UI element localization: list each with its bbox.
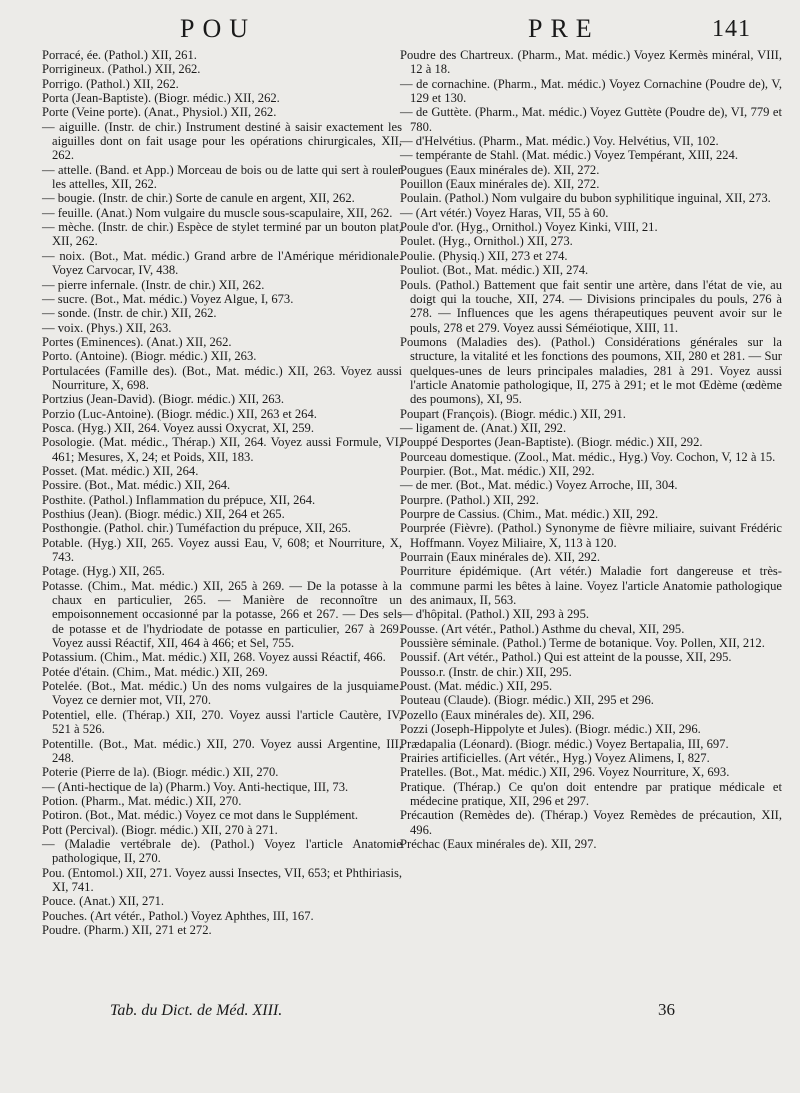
index-entry: Pouls. (Pathol.) Battement que fait sentir une artère, dans l'état de vie, au doigt qui la touche, XII, 274. — Divisions principales du pouls, 276 à 278. — Influences que les agens thérapeutiques peuvent avoir sur le pouls, 278 et 279. Voyez aussi Séméiotique, XIII, 11. [400,277,782,335]
index-entry: Poulie. (Physiq.) XII, 273 et 274. [400,248,568,263]
index-entry: — sonde. (Instr. de chir.) XII, 262. [42,306,217,321]
index-entry: — tempérante de Stahl. (Mat. médic.) Voyez Tempérant, XIII, 224. [400,148,739,163]
index-entry: — de Guttète. (Pharm., Mat. médic.) Voyez Guttète (Poudre de), VI, 779 et 780. [400,105,782,134]
index-entry: Poussière séminale. (Pathol.) Terme de botanique. Voy. Pollen, XII, 212. [400,636,765,651]
index-entry: Pouliot. (Bot., Mat. médic.) XII, 274. [400,263,589,278]
index-entry: Porto. (Antoine). (Biogr. médic.) XII, 263. [42,349,257,364]
index-entry: Pousso.r. (Instr. de chir.) XII, 295. [400,664,572,679]
index-entry: Posca. (Hyg.) XII, 264. Voyez aussi Oxycrat, XI, 259. [42,420,315,435]
index-entry: Porte (Veine porte). (Anat., Physiol.) XII, 262. [42,105,277,120]
index-entry: Pourrain (Eaux minérales de). XII, 292. [400,550,601,565]
index-entry: Porrigineux. (Pathol.) XII, 262. [42,62,201,77]
index-entry: Porta (Jean-Baptiste). (Biogr. médic.) XII, 262. [42,91,280,106]
index-entry: Pouppé Desportes (Jean-Baptiste). (Biogr. médic.) XII, 292. [400,435,703,450]
index-entry: Posthite. (Pathol.) Inflammation du prépuce, XII, 264. [42,492,316,507]
index-entry: Pourceau domestique. (Zool., Mat. médic., Hyg.) Voy. Cochon, V, 12 à 15. [400,449,776,464]
index-entry: Potée d'étain. (Chim., Mat. médic.) XII, 269. [42,664,268,679]
index-entry: Pouteau (Claude). (Biogr. médic.) XII, 295 et 296. [400,693,654,708]
index-entry: Poule d'or. (Hyg., Ornithol.) Voyez Kinki, VIII, 21. [400,220,658,235]
index-entry: Pou. (Entomol.) XII, 271. Voyez aussi Insectes, VII, 653; et Phthiriasis, XI, 741. [42,865,402,894]
index-entry: Poudre. (Pharm.) XII, 271 et 272. [42,922,212,937]
index-entry: Pourpre. (Pathol.) XII, 292. [400,492,539,507]
index-entry: — (Anti-hectique de la) (Pharm.) Voy. Anti-hectique, III, 73. [42,779,349,794]
index-entry: Potelée. (Bot., Mat. médic.) Un des noms vulgaires de la jusquiame. Voyez ce dernier mot, VII, 270. [42,679,402,708]
index-entry: Pouce. (Anat.) XII, 271. [42,894,165,909]
index-entry: Porzio (Luc-Antoine). (Biogr. médic.) XII, 263 et 264. [42,406,317,421]
index-entry: Potasse. (Chim., Mat. médic.) XII, 265 à 269. — De la potasse à la chaux en particulier, 265. — Manière de reconnoître un empoisonnement occasionné par la potasse, 266 et 267. — Des sels de potasse et de l'hydriodate de potasse en particulier, 267 à 269. Voyez aussi Réactif, XII, 464 à 466; et Sel, 755. [42,578,402,651]
index-entry: Précaution (Remèdes de). (Thérap.) Voyez Remèdes de précaution, XII, 496. [400,808,782,837]
index-entry: Pozzi (Joseph-Hippolyte et Jules). (Biogr. médic.) XII, 296. [400,722,701,737]
index-entry: Pratique. (Thérap.) Ce qu'on doit entendre par pratique médicale et médecine pratique, XII, 296 et 297. [400,779,782,808]
index-entry: — d'Helvétius. (Pharm., Mat. médic.) Voy. Helvétius, VII, 102. [400,134,719,149]
running-head-right: PRE [528,14,600,43]
index-entry: Pourriture épidémique. (Art vétér.) Maladie fort dangereuse et très-commune parmi les bêtes à laine. Voyez l'article Anatomie pathologique des animaux, II, 563. [400,564,782,608]
index-entry: Pourprée (Fièvre). (Pathol.) Synonyme de fièvre miliaire, suivant Frédéric Hoffmann. Voyez Miliaire, X, 113 à 120. [400,521,782,550]
index-entry: — ligament de. (Anat.) XII, 292. [400,420,567,435]
index-entry: Posologie. (Mat. médic., Thérap.) XII, 264. Voyez aussi Formule, VI, 461; Mesures, X, 24; et Poids, XII, 183. [42,435,402,464]
index-entry: Pougues (Eaux minérales de). XII, 272. [400,162,600,177]
index-entry: Pourpier. (Bot., Mat. médic.) XII, 292. [400,463,595,478]
index-entry: Pourpre de Cassius. (Chim., Mat. médic.) XII, 292. [400,507,659,521]
index-entry: Prædapalia (Léonard). (Biogr. médic.) Voyez Bertapalia, III, 697. [400,736,729,751]
index-entry: — aiguille. (Instr. de chir.) Instrument destiné à saisir exactement les aiguilles dont on fait usage pour les opérations chirurgicales, XII, 262. [42,119,402,163]
index-entry: Posset. (Mat. médic.) XII, 264. [42,463,199,478]
index-entry: Pozello (Eaux minérales de). XII, 296. [400,707,595,722]
index-entry: Pouches. (Art vétér., Pathol.) Voyez Aphthes, III, 167. [42,908,314,923]
index-entry: Posthongie. (Pathol. chir.) Tuméfaction du prépuce, XII, 265. [42,521,351,536]
index-entry: — attelle. (Band. et App.) Morceau de bois ou de latte qui sert à rouler les attelles, XII, 262. [42,162,402,192]
index-entry: Possire. (Bot., Mat. médic.) XII, 264. [42,478,231,493]
index-entry: — voix. (Phys.) XII, 263. [42,320,172,335]
index-entry: Potion. (Pharm., Mat. médic.) XII, 270. [42,793,242,808]
index-entry: — bougie. (Instr. de chir.) Sorte de canule en argent, XII, 262. [42,191,355,206]
index-entry: Poterie (Pierre de la). (Biogr. médic.) XII, 270. [42,765,279,780]
index-entry: Prairies artificielles. (Art vétér., Hyg.) Voyez Alimens, I, 827. [400,750,710,765]
signature-mark: 36 [658,1000,675,1019]
index-entry: Posthius (Jean). (Biogr. médic.) XII, 264 et 265. [42,507,285,521]
index-entry: — feuille. (Anat.) Nom vulgaire du muscle sous-scapulaire, XII, 262. [42,205,393,220]
index-entry: Poulet. (Hyg., Ornithol.) XII, 273. [400,234,573,249]
index-entry: Portes (Eminences). (Anat.) XII, 262. [42,334,232,349]
index-entry: Pratelles. (Bot., Mat. médic.) XII, 296. Voyez Nourriture, X, 693. [400,765,730,780]
index-entry: — d'hôpital. (Pathol.) XII, 293 à 295. [400,607,590,622]
index-entry: — de mer. (Bot., Mat. médic.) Voyez Arroche, III, 304. [400,478,678,493]
index-entry: — (Art vétér.) Voyez Haras, VII, 55 à 60. [400,205,609,220]
volume-footer-note: Tab. du Dict. de Méd. XIII. [110,1002,283,1019]
index-entry: Poupart (François). (Biogr. médic.) XII, 291. [400,406,626,421]
index-entry: Poussif. (Art vétér., Pathol.) Qui est atteint de la pousse, XII, 295. [400,650,732,665]
index-entry: Préchac (Eaux minérales de). XII, 297. [400,836,597,851]
index-entry: — (Maladie vertébrale de). (Pathol.) Voyez l'article Anatomie pathologique, II, 270. [42,836,402,866]
index-entry: Potassium. (Chim., Mat. médic.) XII, 268. Voyez aussi Réactif, 466. [42,650,386,665]
index-entry: Portulacées (Famille des). (Bot., Mat. médic.) XII, 263. Voyez aussi Nourriture, X, 698. [42,363,402,392]
index-entry: Potable. (Hyg.) XII, 265. Voyez aussi Eau, V, 608; et Nourriture, X, 743. [42,535,402,565]
index-entry: Poumons (Maladies des). (Pathol.) Considérations générales sur la structure, la vitalité et les fonctions des poumons, XII, 280 et 281. — Sur quelques-unes de leurs principales maladies, 281 à 291. Voyez aussi l'article Anatomie pathologique, II, 275 à 291; et le mot Œdème (œdème des poumons), XI, 95. [400,334,782,407]
index-entry: — sucre. (Bot., Mat. médic.) Voyez Algue, I, 673. [42,291,294,306]
index-entry: Potentille. (Bot., Mat. médic.) XII, 270. Voyez aussi Argentine, III, 248. [42,736,402,765]
index-entry: Poust. (Mat. médic.) XII, 295. [400,679,553,694]
index-entry: Pott (Percival). (Biogr. médic.) XII, 270 à 271. [42,822,278,837]
index-entry: Poulain. (Pathol.) Nom vulgaire du bubon syphilitique inguinal, XII, 273. [400,191,771,206]
index-entry: Potage. (Hyg.) XII, 265. [42,564,165,579]
index-entry: Porracé, ée. (Pathol.) XII, 261. [42,48,197,62]
index-entry: Potentiel, elle. (Thérap.) XII, 270. Voyez aussi l'article Cautère, IV, 521 à 526. [42,707,402,737]
right-column [400,48,782,851]
index-entry: Portzius (Jean-David). (Biogr. médic.) XII, 263. [42,392,285,407]
index-entry: Pousse. (Art vétér., Pathol.) Asthme du cheval, XII, 295. [400,621,685,636]
index-entry: Potiron. (Bot., Mat. médic.) Voyez ce mot dans le Supplément. [42,808,359,823]
index-entry: — de cornachine. (Pharm., Mat. médic.) Voyez Cornachine (Poudre de), V, 129 et 130. [400,76,782,106]
index-entry: Poudre des Chartreux. (Pharm., Mat. médic.) Voyez Kermès minéral, VIII, 12 à 18. [400,48,782,77]
index-entry: — pierre infernale. (Instr. de chir.) XII, 262. [42,277,265,292]
index-entry: — noix. (Bot., Mat. médic.) Grand arbre de l'Amérique méridionale. Voyez Carvocar, IV, 438. [42,248,402,278]
running-head-left: POU [180,14,257,43]
index-entry: Pouillon (Eaux minérales de). XII, 272. [400,177,600,192]
left-column [42,48,402,937]
index-entry: Porrigo. (Pathol.) XII, 262. [42,76,179,91]
index-entry: — mèche. (Instr. de chir.) Espèce de stylet terminé par un bouton plat, XII, 262. [42,220,402,249]
page-number: 141 [712,16,751,42]
